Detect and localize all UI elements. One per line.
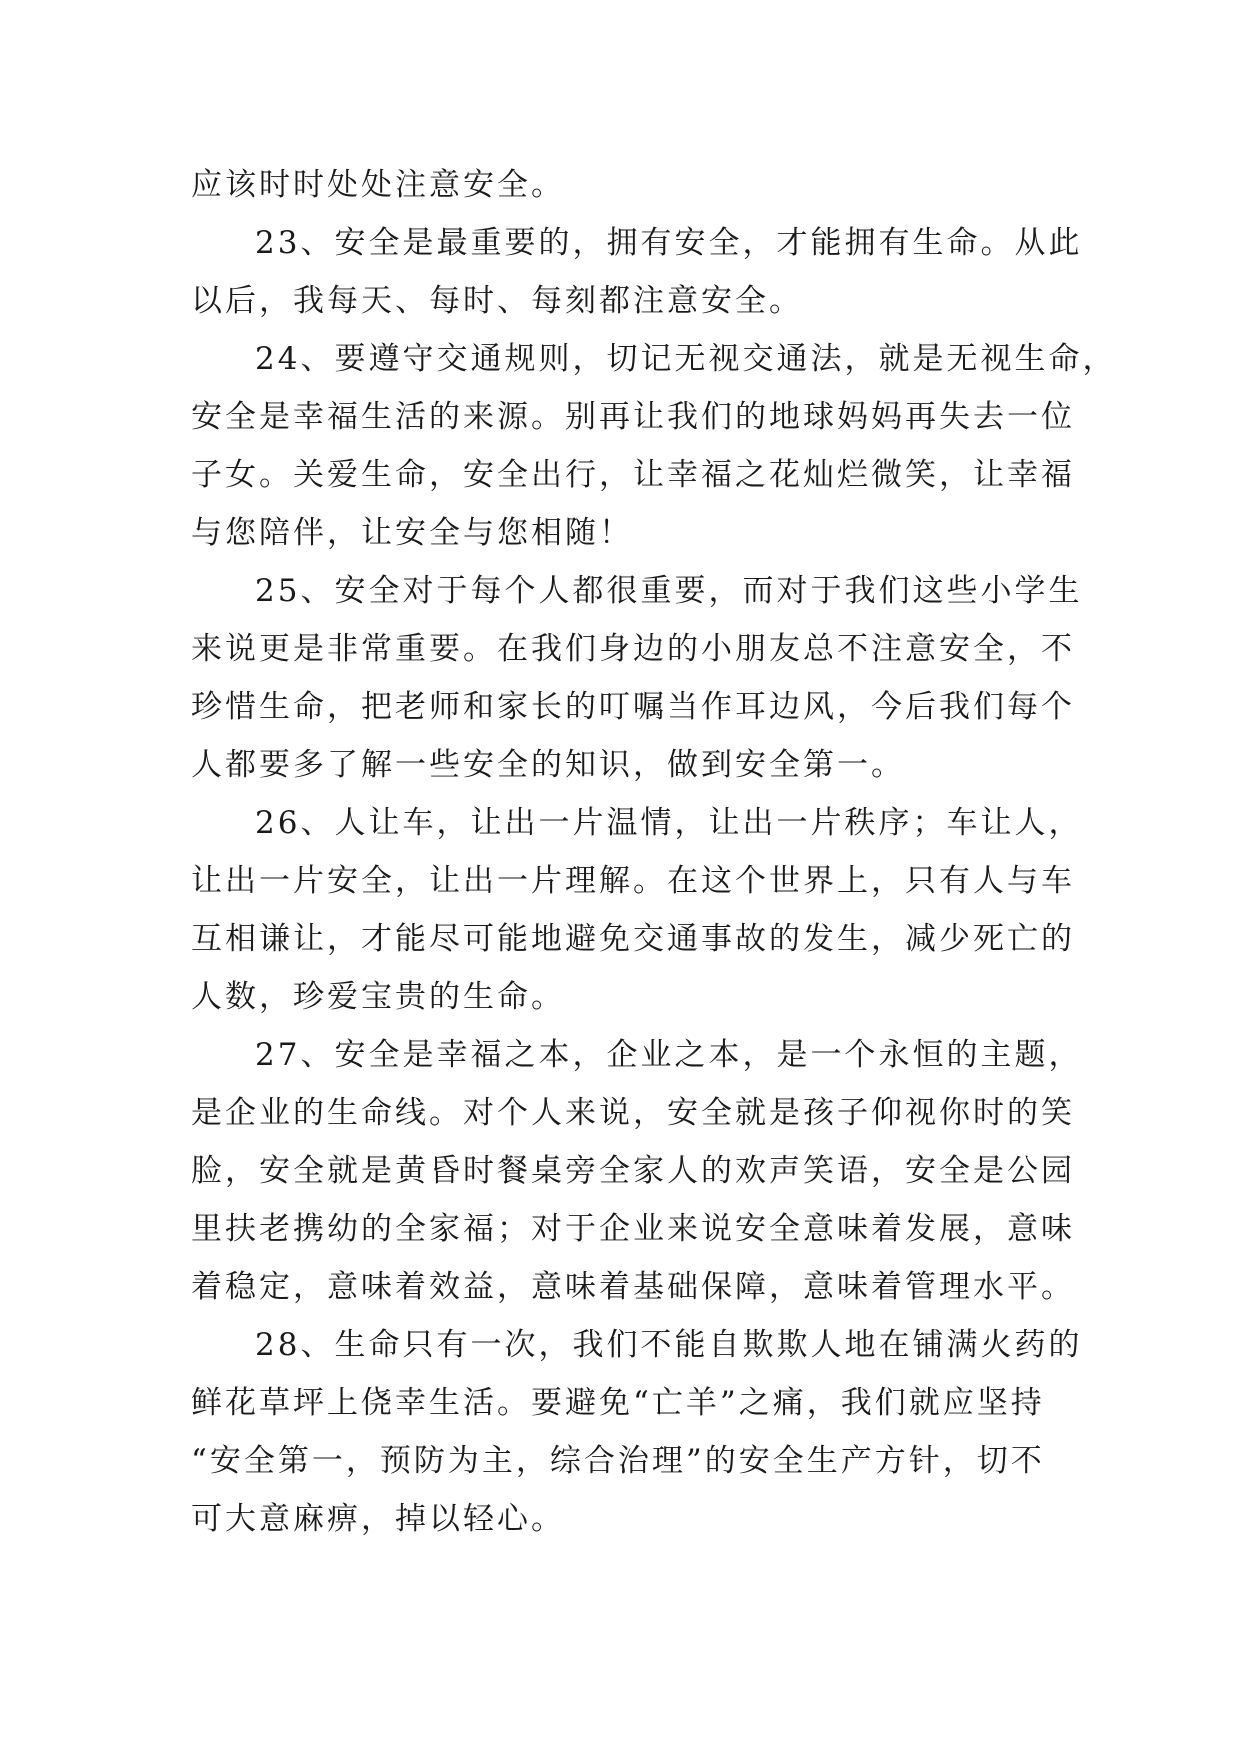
item-24-line: 24、要遵守交通规则，切记无视交通法，就是无视生命，	[255, 341, 1117, 377]
text-line: 应该时时处处注意安全。	[191, 167, 565, 203]
text-line: 来说更是非常重要。在我们身边的小朋友总不注意安全，不	[191, 631, 1075, 667]
text-line: 里扶老携幼的全家福；对于企业来说安全意味着发展，意味	[191, 1211, 1075, 1247]
text-line: 脸，安全就是黄昏时餐桌旁全家人的欢声笑语，安全是公园	[191, 1153, 1075, 1189]
text-line: 子女。关爱生命，安全出行，让幸福之花灿烂微笑，让幸福	[191, 457, 1075, 493]
body-text	[191, 156, 1117, 1548]
text-line: 安全是幸福生活的来源。别再让我们的地球妈妈再失去一位	[191, 399, 1075, 435]
text-line: 是企业的生命线。对个人来说，安全就是孩子仰视你时的笑	[191, 1095, 1075, 1131]
text-line: “安全第一，预防为主，综合治理”的安全生产方针，切不	[191, 1443, 1045, 1479]
text-line: 鲜花草坪上侥幸生活。要避免“亡羊”之痛，我们就应坚持	[191, 1385, 1045, 1421]
item-28-line: 28、生命只有一次，我们不能自欺欺人地在铺满火药的	[255, 1327, 1083, 1363]
text-line: 互相谦让，才能尽可能地避免交通事故的发生，减少死亡的	[191, 921, 1075, 957]
text-line: 珍惜生命，把老师和家长的叮嘱当作耳边风，今后我们每个	[191, 689, 1075, 725]
text-line: 人数，珍爱宝贵的生命。	[191, 979, 565, 1015]
text-line: 让出一片安全，让出一片理解。在这个世界上，只有人与车	[191, 863, 1075, 899]
item-27-line: 27、安全是幸福之本，企业之本，是一个永恒的主题，	[255, 1037, 1083, 1073]
text-line: 着稳定，意味着效益，意味着基础保障，意味着管理水平。	[191, 1269, 1075, 1305]
item-25-line: 25、安全对于每个人都很重要，而对于我们这些小学生	[255, 573, 1083, 609]
item-26-line: 26、人让车，让出一片温情，让出一片秩序；车让人，	[255, 805, 1083, 841]
text-line: 与您陪伴，让安全与您相随！	[191, 515, 633, 551]
item-23-line: 23、安全是最重要的，拥有安全，才能拥有生命。从此	[255, 225, 1083, 261]
text-line: 可大意麻痹，掉以轻心。	[191, 1501, 565, 1537]
text-line: 人都要多了解一些安全的知识，做到安全第一。	[191, 747, 905, 783]
text-line: 以后，我每天、每时、每刻都注意安全。	[191, 283, 803, 319]
